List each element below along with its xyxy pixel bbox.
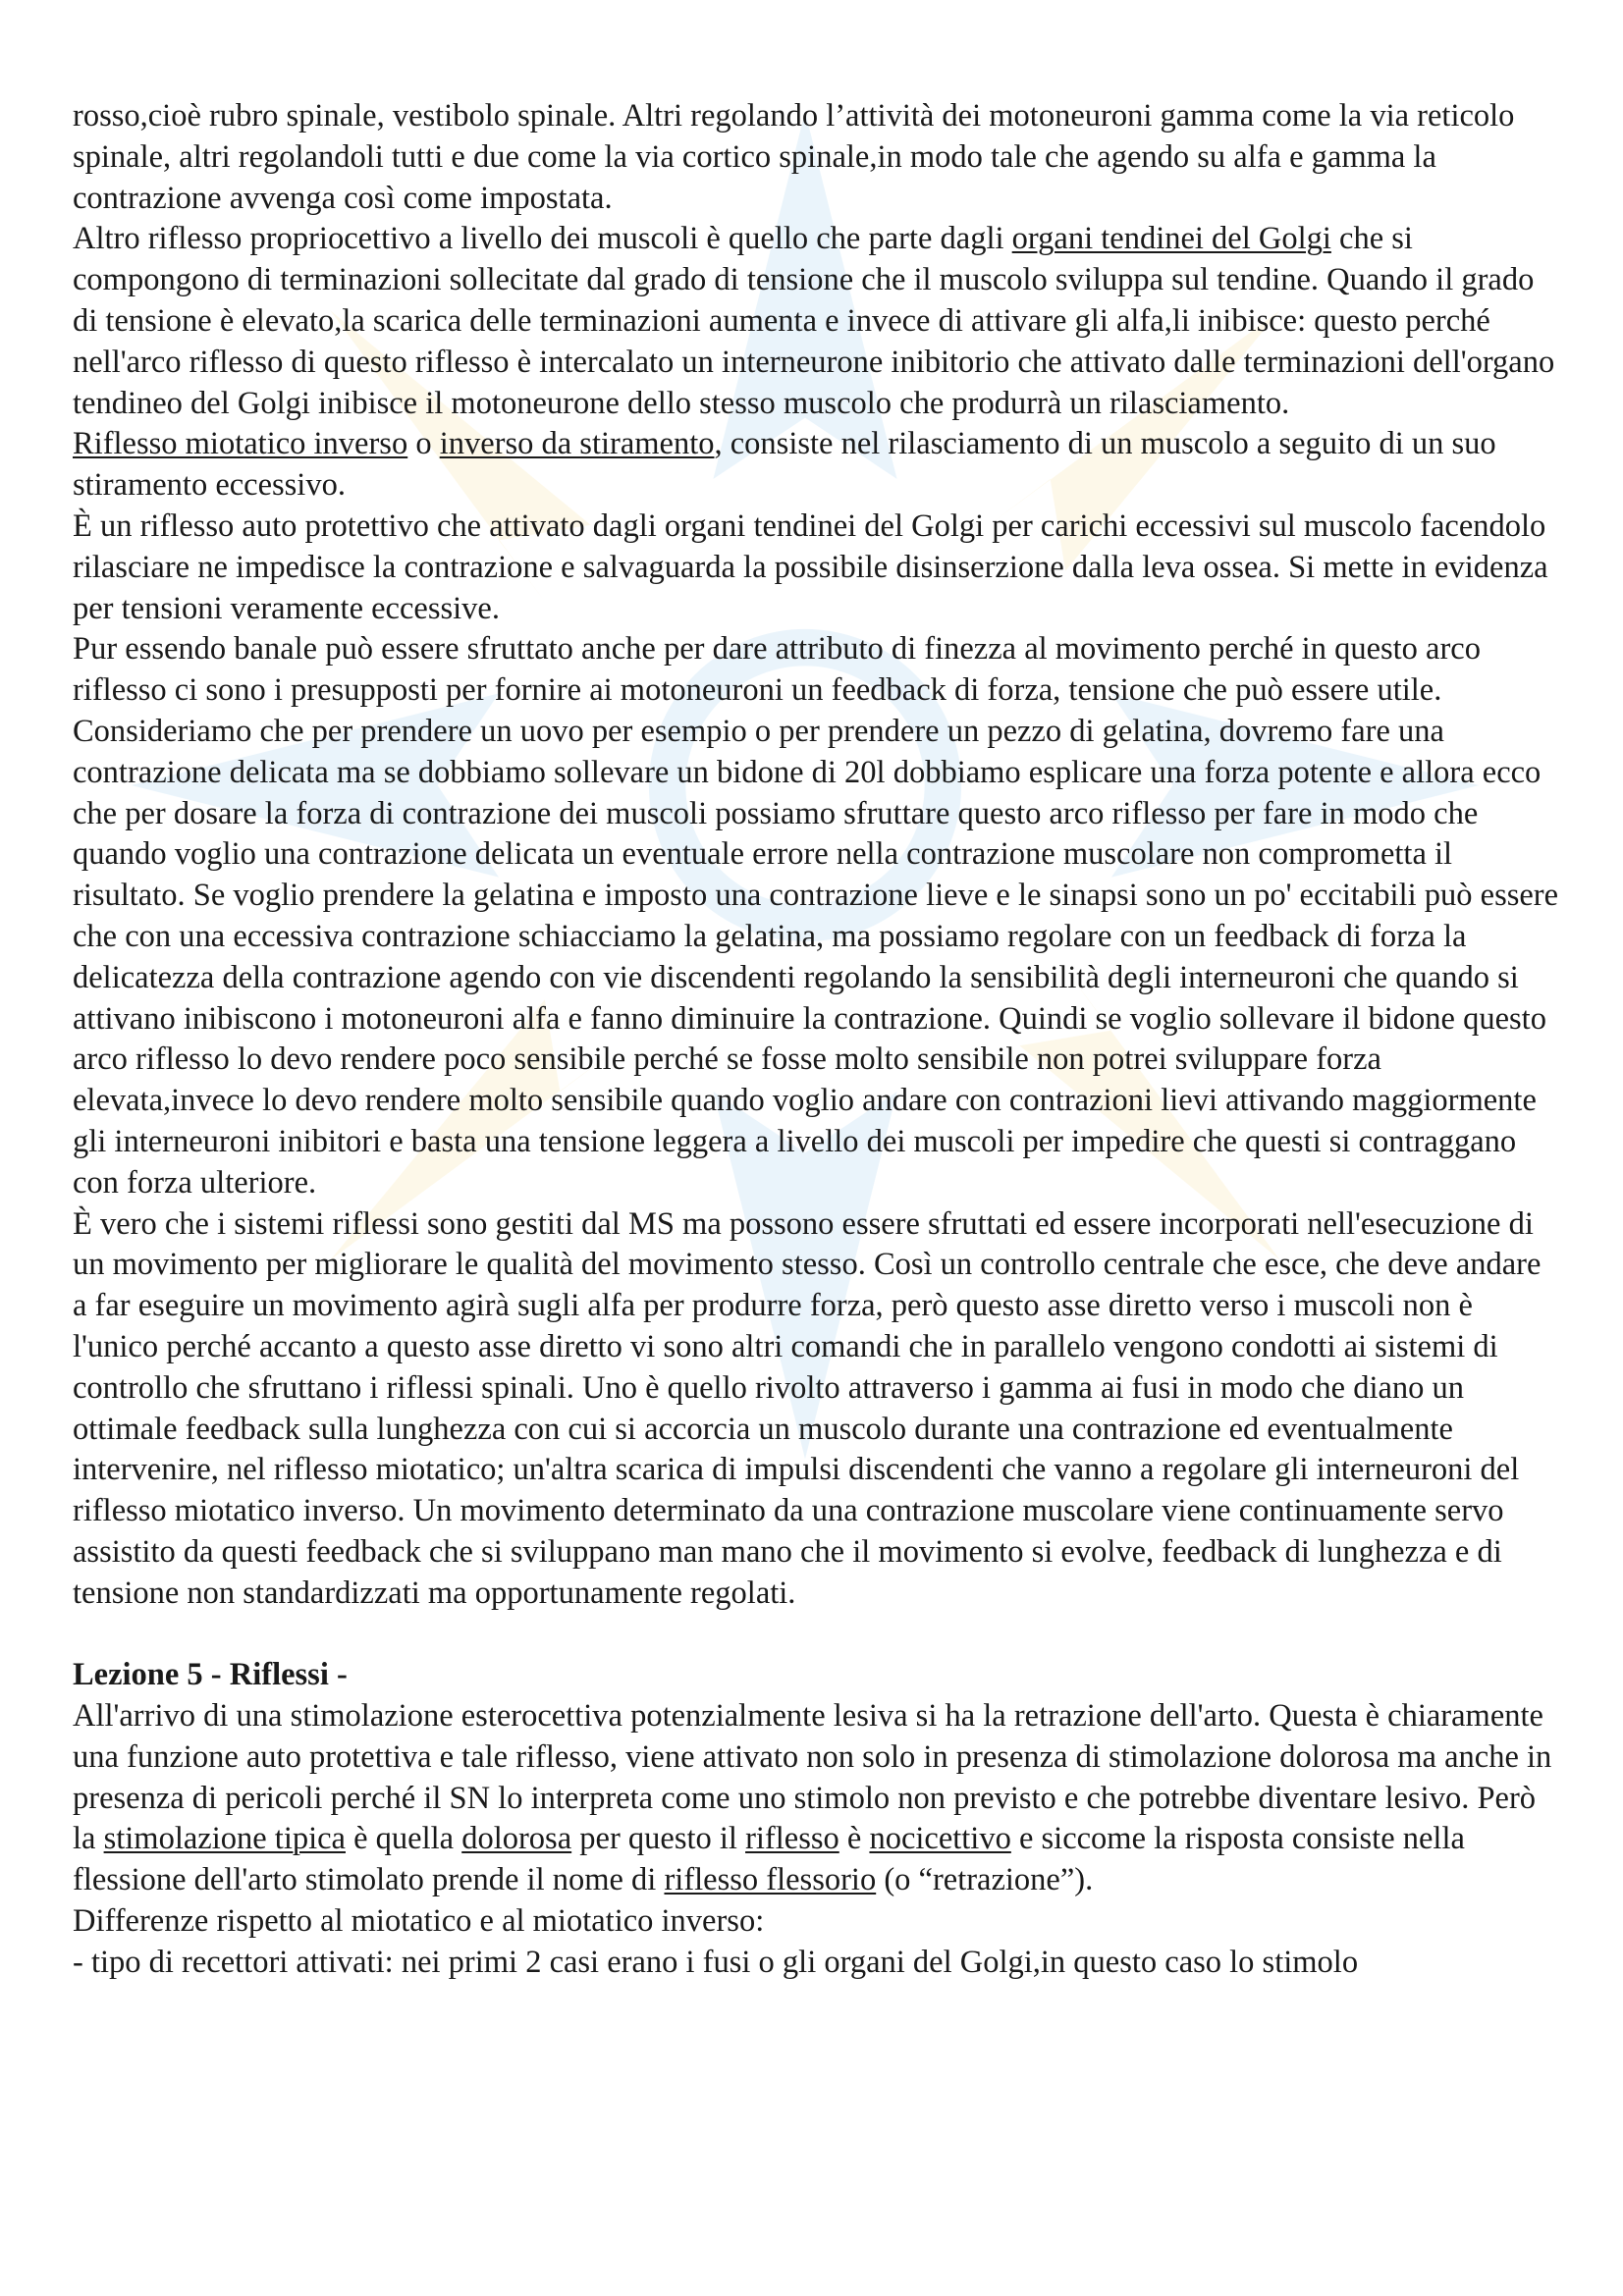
underlined-term-typical-stimulation: stimolazione tipica bbox=[103, 1821, 346, 1857]
paragraph-text: Differenze rispetto al miotatico e al miotatico inverso: bbox=[73, 1903, 765, 1940]
paragraph-spacer bbox=[73, 1614, 1561, 1655]
paragraph-reflex-systems bbox=[73, 1204, 1561, 1615]
underlined-term-painful: dolorosa bbox=[461, 1821, 572, 1857]
section-heading: Lezione 5 - Riflessi - bbox=[73, 1657, 348, 1693]
paragraph-text: per questo il bbox=[571, 1821, 746, 1857]
paragraph-rubrospinal bbox=[73, 96, 1561, 219]
document-body bbox=[73, 96, 1561, 1984]
paragraph-differences bbox=[73, 1901, 1561, 1943]
underlined-term-stretch: inverso da stiramento bbox=[439, 426, 715, 462]
paragraph-text: , consiste nel rilasciamento di un muscolo a seguito di un suo stiramento eccessivo. bbox=[73, 426, 1496, 504]
paragraph-text: Altro riflesso propriocettivo a livello dei muscoli è quello che parte dagli bbox=[73, 221, 1012, 257]
paragraph-text: È un riflesso auto protettivo che attivato dagli organi tendinei del Golgi per carichi eccessivi sul muscolo facendolo rilasciare ne impedisce la contrazione e salvaguarda la possibile disinserzione dalla leva ossea. Si mette in evidenza per tensioni veramente eccessive. bbox=[73, 507, 1548, 626]
paragraph-text: (o “retrazione”). bbox=[876, 1862, 1094, 1898]
list-item-receptor-type bbox=[73, 1943, 1561, 1984]
paragraph-text: che si compongono di terminazioni sollecitate dal grado di tensione che il muscolo sviluppa sul tendine. Quando il grado di tensione è elevato,la scarica delle terminazioni aumenta e invece di attivare gli alfa,li inibisce: questo perché nell'arco riflesso di questo riflesso è intercalato un interneurone inibitorio che attivato dalle terminazioni dell'organo tendineo del Golgi inibisce il motoneurone dello stesso muscolo che produrrà un rilasciamento. bbox=[73, 221, 1555, 421]
underlined-term-flexor-reflex: riflesso flessorio bbox=[664, 1862, 877, 1898]
paragraph-text: All'arrivo di una stimolazione esterocettiva potenzialmente lesiva si ha la retrazione dell'arto. Questa è chiaramente una funzione auto protettiva e tale riflesso, viene attivato non solo in presenza di stimolazione dolorosa ma anche in presenza di pericoli perché il SN lo interpreta come uno stimolo non previsto e che potrebbe diventare lesivo. Però la bbox=[73, 1698, 1552, 1857]
underlined-term-golgi: organi tendinei del Golgi bbox=[1011, 221, 1331, 257]
paragraph-flexor-reflex bbox=[73, 1696, 1561, 1901]
paragraph-self-protective bbox=[73, 507, 1561, 629]
underlined-term-reflex: riflesso bbox=[745, 1821, 839, 1857]
paragraph-text: o bbox=[407, 426, 440, 462]
paragraph-force-feedback bbox=[73, 629, 1561, 1203]
paragraph-text: Pur essendo banale può essere sfruttato anche per dare attributo di finezza al movimento perché in questo arco riflesso ci sono i presupposti per fornire ai motoneuroni un feedback di forza, tensione che può essere utile. Consideriamo che per prendere un uovo per esempio o per prendere un pezzo di gelatina, dovremo fare una contrazione delicata ma se dobbiamo sollevare un bidone di 20l dobbiamo esplicare una forza potente e allora ecco che per dosare la forza di contrazione dei muscoli possiamo sfruttare questo arco riflesso per fare in modo che quando voglio una contrazione delicata un eventuale errore nella contrazione muscolare non comprometta il risultato. Se voglio prendere la gelatina e imposto una contrazione lieve e le sinapsi sono un po' eccitabili può essere che con una eccessiva contrazione schiacciamo la gelatina, ma possiamo regolare con un feedback di forza la delicatezza della contrazione agendo con vie discendenti regolando la sensibilità degli interneuroni che quando si attivano inibiscono i motoneuroni alfa e fanno diminuire la contrazione. Quindi se voglio sollevare il bidone questo arco riflesso lo devo rendere poco sensibile perché se fosse molto sensibile non potrei sviluppare forza elevata,invece lo devo rendere molto sensibile quando voglio andare con contrazioni lievi attivando maggiormente gli interneuroni inibitori e basta una tensione leggera a livello dei muscoli per impedire che questi si contraggano con forza ulteriore. bbox=[73, 631, 1559, 1201]
paragraph-text: e siccome la risposta consiste nella flessione dell'arto stimolato prende il nome di bbox=[73, 1821, 1465, 1898]
paragraph-golgi-tendon-organs bbox=[73, 219, 1561, 424]
paragraph-inverse-myotatic-reflex bbox=[73, 424, 1561, 507]
paragraph-text: è bbox=[839, 1821, 870, 1857]
paragraph-text: è quella bbox=[345, 1821, 462, 1857]
underlined-term-nociceptive: nocicettivo bbox=[869, 1821, 1011, 1857]
paragraph-text: rosso,cioè rubro spinale, vestibolo spinale. Altri regolando l’attività dei motoneuroni gamma come la via reticolo spinale, altri regolandoli tutti e due come la via cortico spinale,in modo tale che agendo su alfa e gamma la contrazione avvenga così come impostata. bbox=[73, 98, 1515, 216]
underlined-term-inverse-reflex: Riflesso miotatico inverso bbox=[73, 426, 408, 462]
paragraph-text: - tipo di recettori attivati: nei primi 2 casi erano i fusi o gli organi del Golgi,in questo caso lo stimolo bbox=[73, 1944, 1359, 1980]
paragraph-text: È vero che i sistemi riflessi sono gestiti dal MS ma possono essere sfruttati ed essere incorporati nell'esecuzione di un movimento per migliorare le qualità del movimento stesso. Così un controllo centrale che esce, che deve andare a far eseguire un movimento agirà sugli alfa per produrre forza, però questo asse diretto verso i muscoli non è l'unico perché accanto a questo asse diretto vi sono altri comandi che in parallelo vengono condotti ai sistemi di controllo che sfruttano i riflessi spinali. Uno è quello rivolto attraverso i gamma ai fusi in modo che diano un ottimale feedback sulla lunghezza con cui si accorcia un muscolo durante una contrazione ed eventualmente intervenire, nel riflesso miotatico; un'altra scarica di impulsi discendenti che vanno a regolare gli interneuroni del riflesso miotatico inverso. Un movimento determinato da una contrazione muscolare viene continuamente servo assistito da questi feedback che si sviluppano man mano che il movimento si evolve, feedback di lunghezza e di tensione non standardizzati ma opportunamente regolati. bbox=[73, 1205, 1542, 1611]
